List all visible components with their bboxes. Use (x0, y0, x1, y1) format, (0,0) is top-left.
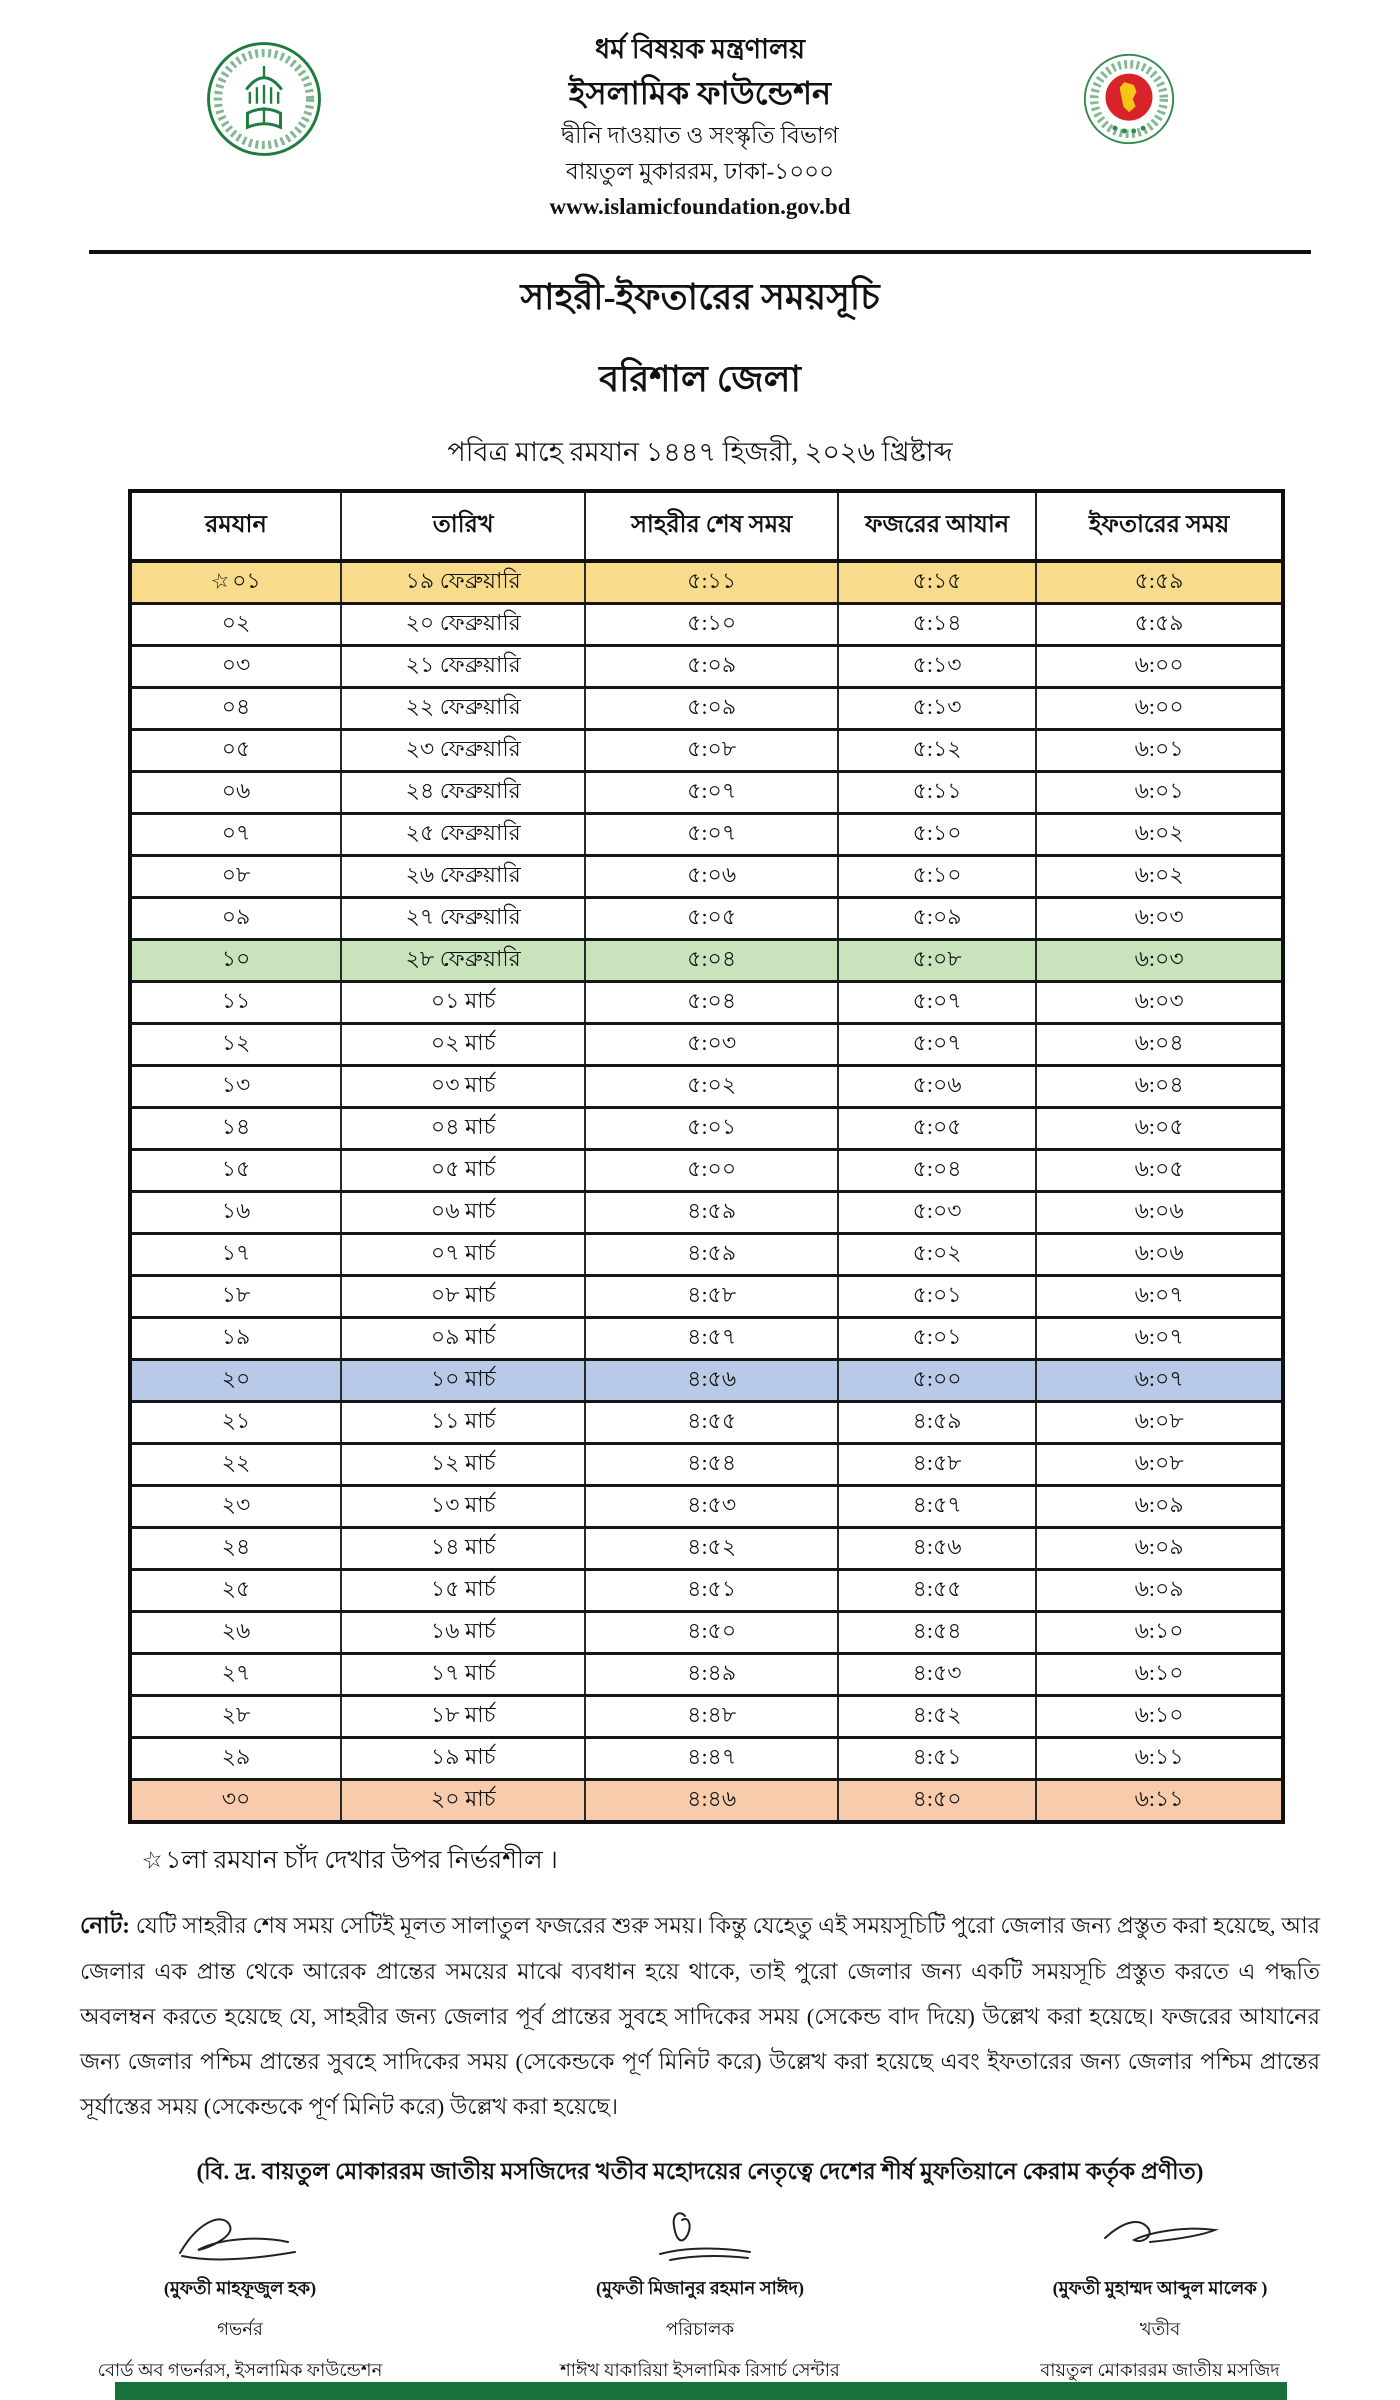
table-row (130, 688, 1283, 730)
cell-serial: ২৮ (130, 1696, 341, 1738)
website-url: www.islamicfoundation.gov.bd (549, 194, 851, 219)
cell-fajr: ৪:৫৫ (838, 1570, 1036, 1612)
table-row (130, 1360, 1283, 1402)
table-row (130, 1444, 1283, 1486)
table-row (130, 1066, 1283, 1108)
cell-date: ২২ ফেব্রুয়ারি (341, 688, 585, 730)
table-row (130, 1150, 1283, 1192)
cell-fajr: ৫:১০ (838, 856, 1036, 898)
cell-iftar: ৬:০১ (1036, 730, 1283, 772)
handwritten-signature-icon (75, 2206, 405, 2268)
cell-date: ০৭ মার্চ (341, 1234, 585, 1276)
cell-sehri: ৪:৫৯ (585, 1234, 838, 1276)
government-seal-icon (1082, 52, 1176, 146)
cell-sehri: ৫:০৪ (585, 940, 838, 982)
cell-iftar: ৬:০২ (1036, 814, 1283, 856)
handwritten-signature-icon (995, 2206, 1325, 2268)
table-row (130, 940, 1283, 982)
cell-serial: ০৭ (130, 814, 341, 856)
signatory-org: শাঈখ যাকারিয়া ইসলামিক রিসার্চ সেন্টার (560, 2360, 840, 2380)
cell-iftar: ৬:০২ (1036, 856, 1283, 898)
cell-serial: ১৫ (130, 1150, 341, 1192)
cell-iftar: ৬:০০ (1036, 646, 1283, 688)
cell-date: ১৮ মার্চ (341, 1696, 585, 1738)
cell-iftar: ৬:১১ (1036, 1780, 1283, 1823)
cell-fajr: ৪:৫৬ (838, 1528, 1036, 1570)
cell-sehri: ৫:০১ (585, 1108, 838, 1150)
cell-serial: ২১ (130, 1402, 341, 1444)
cell-fajr: ৫:০৫ (838, 1108, 1036, 1150)
cell-sehri: ৪:৫৪ (585, 1444, 838, 1486)
signatory-org: বোর্ড অব গভর্নরস, ইসলামিক ফাউন্ডেশন (97, 2360, 383, 2380)
title-block (0, 270, 1400, 477)
signature-block-1 (535, 2206, 865, 2387)
cell-serial: ☆০১ (130, 561, 341, 604)
column-header-3: ফজরের আযান (838, 491, 1036, 561)
cell-iftar: ৬:০৬ (1036, 1234, 1283, 1276)
table-row (130, 604, 1283, 646)
cell-fajr: ৪:৫২ (838, 1696, 1036, 1738)
signatory-name: (মুফতী মুহাম্মদ আব্দুল মালেক ) (1052, 2278, 1268, 2298)
cell-sehri: ৪:৪৭ (585, 1738, 838, 1780)
cell-date: ২৩ ফেব্রুয়ারি (341, 730, 585, 772)
table-row (130, 1486, 1283, 1528)
cell-serial: ১৪ (130, 1108, 341, 1150)
signature-block-2 (995, 2206, 1325, 2387)
table-row (130, 1654, 1283, 1696)
cell-serial: ০৬ (130, 772, 341, 814)
cell-serial: ১২ (130, 1024, 341, 1066)
cell-date: ১০ মার্চ (341, 1360, 585, 1402)
cell-iftar: ৬:০৮ (1036, 1402, 1283, 1444)
table-row (130, 1276, 1283, 1318)
ministry-name: ধর্ম বিষয়ক মন্ত্রণালয় (595, 34, 805, 64)
cell-sehri: ৫:১১ (585, 561, 838, 604)
cell-iftar: ৬:০৫ (1036, 1150, 1283, 1192)
cell-sehri: ৪:৪৯ (585, 1654, 838, 1696)
star-icon: ☆ (139, 1846, 166, 1876)
cell-sehri: ৫:০৩ (585, 1024, 838, 1066)
cell-serial: ০৯ (130, 898, 341, 940)
table-row (130, 1234, 1283, 1276)
cell-date: ২৪ ফেব্রুয়ারি (341, 772, 585, 814)
signatory-org: বায়তুল মোকাররম জাতীয় মসজিদ (1040, 2360, 1280, 2380)
header-divider-rule (89, 250, 1311, 254)
cell-sehri: ৪:৫০ (585, 1612, 838, 1654)
cell-iftar: ৬:০৯ (1036, 1486, 1283, 1528)
cell-serial: ০২ (130, 604, 341, 646)
cell-fajr: ৫:১৩ (838, 646, 1036, 688)
cell-iftar: ৬:০৩ (1036, 982, 1283, 1024)
cell-date: ১৪ মার্চ (341, 1528, 585, 1570)
islamic-foundation-logo-icon (205, 40, 323, 158)
district-title: বরিশাল জেলা (599, 359, 801, 399)
cell-fajr: ৫:০০ (838, 1360, 1036, 1402)
cell-iftar: ৬:০১ (1036, 772, 1283, 814)
cell-fajr: ৫:১৫ (838, 561, 1036, 604)
address-line: বায়তুল মুকাররম, ঢাকা-১০০০ (565, 159, 835, 184)
handwritten-signature-icon (535, 2206, 865, 2268)
cell-date: ০১ মার্চ (341, 982, 585, 1024)
table-row (130, 1108, 1283, 1150)
table-row (130, 772, 1283, 814)
cell-date: ০৮ মার্চ (341, 1276, 585, 1318)
cell-serial: ২৯ (130, 1738, 341, 1780)
signatory-title: খতীব (1139, 2319, 1181, 2339)
cell-serial: ১০ (130, 940, 341, 982)
table-row (130, 898, 1283, 940)
signatory-title: গভর্নর (217, 2319, 263, 2339)
cell-fajr: ৫:০১ (838, 1318, 1036, 1360)
cell-sehri: ৪:৫৩ (585, 1486, 838, 1528)
cell-serial: ২৬ (130, 1612, 341, 1654)
cell-fajr: ৫:১১ (838, 772, 1036, 814)
cell-sehri: ৪:৫৬ (585, 1360, 838, 1402)
cell-fajr: ৫:০৯ (838, 898, 1036, 940)
cell-iftar: ৬:০০ (1036, 688, 1283, 730)
cell-sehri: ৫:০৭ (585, 814, 838, 856)
timetable-body (130, 561, 1283, 1822)
cell-date: ১৫ মার্চ (341, 1570, 585, 1612)
cell-sehri: ৫:০৯ (585, 646, 838, 688)
cell-date: ১৬ মার্চ (341, 1612, 585, 1654)
cell-iftar: ৬:১০ (1036, 1612, 1283, 1654)
cell-fajr: ৫:০৭ (838, 982, 1036, 1024)
cell-sehri: ৫:০৬ (585, 856, 838, 898)
cell-fajr: ৫:০২ (838, 1234, 1036, 1276)
cell-serial: ২৫ (130, 1570, 341, 1612)
cell-fajr: ৫:১২ (838, 730, 1036, 772)
cell-serial: ১৩ (130, 1066, 341, 1108)
cell-date: ২০ মার্চ (341, 1780, 585, 1823)
cell-serial: ০৫ (130, 730, 341, 772)
cell-fajr: ৪:৫৯ (838, 1402, 1036, 1444)
cell-fajr: ৪:৫৮ (838, 1444, 1036, 1486)
cell-fajr: ৪:৫৪ (838, 1612, 1036, 1654)
cell-fajr: ৪:৫০ (838, 1780, 1036, 1823)
cell-serial: ৩০ (130, 1780, 341, 1823)
cell-iftar: ৬:১১ (1036, 1738, 1283, 1780)
column-header-1: তারিখ (341, 491, 585, 561)
table-header-row (130, 491, 1283, 561)
cell-sehri: ৪:৫৯ (585, 1192, 838, 1234)
attribution-line: (বি. দ্র. বায়তুল মোকাররম জাতীয় মসজিদের খতীব মহোদয়ের নেতৃত্বে দেশের শীর্ষ মুফতিয়ানে কেরাম কর্তৃক প্রণীত) (196, 2159, 1204, 2184)
cell-fajr: ৫:০৭ (838, 1024, 1036, 1066)
cell-serial: ০৪ (130, 688, 341, 730)
cell-serial: ০৩ (130, 646, 341, 688)
cell-fajr: ৫:০৩ (838, 1192, 1036, 1234)
signature-row (0, 2206, 1400, 2387)
page-title: সাহরী-ইফতারের সময়সূচি (520, 277, 880, 317)
cell-iftar: ৬:০৯ (1036, 1528, 1283, 1570)
cell-fajr: ৪:৫৭ (838, 1486, 1036, 1528)
column-header-4: ইফতারের সময় (1036, 491, 1283, 561)
cell-date: ১২ মার্চ (341, 1444, 585, 1486)
cell-sehri: ৫:১০ (585, 604, 838, 646)
cell-fajr: ৫:০১ (838, 1276, 1036, 1318)
cell-sehri: ৪:৫১ (585, 1570, 838, 1612)
cell-date: ১৭ মার্চ (341, 1654, 585, 1696)
cell-fajr: ৪:৫৩ (838, 1654, 1036, 1696)
table-row (130, 814, 1283, 856)
cell-date: ০৫ মার্চ (341, 1150, 585, 1192)
cell-fajr: ৫:১৩ (838, 688, 1036, 730)
table-row (130, 1528, 1283, 1570)
cell-iftar: ৬:০৪ (1036, 1066, 1283, 1108)
signatory-name: (মুফতী মিজানুর রহমান সাঈদ) (595, 2278, 805, 2298)
method-note (80, 1903, 1320, 2129)
cell-date: ১৯ মার্চ (341, 1738, 585, 1780)
cell-sehri: ৪:৪৬ (585, 1780, 838, 1823)
cell-sehri: ৫:০২ (585, 1066, 838, 1108)
table-row (130, 1738, 1283, 1780)
table-row (130, 1318, 1283, 1360)
cell-iftar: ৬:০৫ (1036, 1108, 1283, 1150)
cell-iftar: ৫:৫৯ (1036, 604, 1283, 646)
sehri-iftar-table (128, 489, 1285, 1824)
cell-iftar: ৫:৫৯ (1036, 561, 1283, 604)
cell-date: ২৮ ফেব্রুয়ারি (341, 940, 585, 982)
table-row (130, 1024, 1283, 1066)
cell-date: ০৩ মার্চ (341, 1066, 585, 1108)
cell-iftar: ৬:০৯ (1036, 1570, 1283, 1612)
cell-iftar: ৬:০৩ (1036, 940, 1283, 982)
cell-iftar: ৬:০৪ (1036, 1024, 1283, 1066)
subtitle-ramadan-year: পবিত্র মাহে রমযান ১৪৪৭ হিজরী, ২০২৬ খ্রিষ্টাব্দ (447, 437, 953, 467)
cell-iftar: ৬:০৭ (1036, 1276, 1283, 1318)
cell-iftar: ৬:০৩ (1036, 898, 1283, 940)
cell-fajr: ৫:০৮ (838, 940, 1036, 982)
cell-serial: ২৩ (130, 1486, 341, 1528)
table-row (130, 646, 1283, 688)
cell-iftar: ৬:০৭ (1036, 1318, 1283, 1360)
column-header-0: রমযান (130, 491, 341, 561)
cell-date: ২১ ফেব্রুয়ারি (341, 646, 585, 688)
cell-iftar: ৬:০৮ (1036, 1444, 1283, 1486)
cell-serial: ২৪ (130, 1528, 341, 1570)
cell-sehri: ৫:০৪ (585, 982, 838, 1024)
footnote-text: ১লা রমযান চাঁদ দেখার উপর নির্ভরশীল । (165, 1847, 558, 1874)
cell-date: ০৯ মার্চ (341, 1318, 585, 1360)
cell-fajr: ৪:৫১ (838, 1738, 1036, 1780)
cell-fajr: ৫:০৬ (838, 1066, 1036, 1108)
note-label: নোট: (80, 1913, 130, 1938)
table-row (130, 1192, 1283, 1234)
signatory-name: (মুফতী মাহফূজুল হক) (163, 2278, 317, 2298)
table-row (130, 1780, 1283, 1823)
document-header (0, 0, 1400, 240)
organization-name: ইসলামিক ফাউন্ডেশন (568, 75, 832, 111)
cell-date: ২৭ ফেব্রুয়ারি (341, 898, 585, 940)
cell-sehri: ৫:০৭ (585, 772, 838, 814)
table-row (130, 1696, 1283, 1738)
cell-date: ২৫ ফেব্রুয়ারি (341, 814, 585, 856)
cell-fajr: ৫:০৪ (838, 1150, 1036, 1192)
cell-date: ০২ মার্চ (341, 1024, 585, 1066)
star-icon: ☆ (208, 567, 233, 595)
cell-sehri: ৪:৪৮ (585, 1696, 838, 1738)
cell-sehri: ৪:৫৭ (585, 1318, 838, 1360)
cell-date: ১১ মার্চ (341, 1402, 585, 1444)
cell-date: ২০ ফেব্রুয়ারি (341, 604, 585, 646)
cell-serial: ১৭ (130, 1234, 341, 1276)
cell-sehri: ৫:০০ (585, 1150, 838, 1192)
cell-sehri: ৪:৫৫ (585, 1402, 838, 1444)
bottom-green-bar (115, 2382, 1287, 2400)
cell-sehri: ৫:০৫ (585, 898, 838, 940)
cell-serial: ২৭ (130, 1654, 341, 1696)
cell-date: ০৬ মার্চ (341, 1192, 585, 1234)
cell-date: ১৩ মার্চ (341, 1486, 585, 1528)
cell-sehri: ৫:০৯ (585, 688, 838, 730)
cell-date: ২৬ ফেব্রুয়ারি (341, 856, 585, 898)
cell-serial: ২০ (130, 1360, 341, 1402)
division-name: দ্বীনি দাওয়াত ও সংস্কৃতি বিভাগ (561, 123, 839, 148)
cell-sehri: ৪:৫৮ (585, 1276, 838, 1318)
moon-sighting-footnote (139, 1840, 1400, 1883)
cell-sehri: ৪:৫২ (585, 1528, 838, 1570)
cell-sehri: ৫:০৮ (585, 730, 838, 772)
cell-fajr: ৫:১০ (838, 814, 1036, 856)
cell-serial: ২২ (130, 1444, 341, 1486)
cell-iftar: ৬:১০ (1036, 1654, 1283, 1696)
signature-block-0 (75, 2206, 405, 2387)
table-row (130, 856, 1283, 898)
cell-iftar: ৬:১০ (1036, 1696, 1283, 1738)
table-row (130, 1612, 1283, 1654)
cell-serial: ১৯ (130, 1318, 341, 1360)
table-row (130, 982, 1283, 1024)
cell-serial: ০৮ (130, 856, 341, 898)
cell-iftar: ৬:০৬ (1036, 1192, 1283, 1234)
column-header-2: সাহরীর শেষ সময় (585, 491, 838, 561)
cell-serial: ১১ (130, 982, 341, 1024)
signatory-title: পরিচালক (665, 2319, 735, 2339)
cell-date: ০৪ মার্চ (341, 1108, 585, 1150)
table-row (130, 1570, 1283, 1612)
cell-serial: ১৬ (130, 1192, 341, 1234)
table-row (130, 730, 1283, 772)
table-row (130, 561, 1283, 604)
table-row (130, 1402, 1283, 1444)
note-text: যেটি সাহরীর শেষ সময় সেটিই মূলত সালাতুল ফজরের শুরু সময়। কিন্তু যেহেতু এই সময়সূচিটি পুরো জেলার জন্য প্রস্তুত করা হয়েছে, আর জেলার এক প্রান্ত থেকে আরেক প্রান্তের সময়ের মাঝে ব্যবধান হয়ে থাকে, তাই পুরো জেলার জন্য একটি সময়সূচি প্রস্তুত করতে এ পদ্ধতি অবলম্বন করতে হয়েছে যে, সাহরীর জন্য জেলার পূর্ব প্রান্তের সুবহে সাদিকের সময় (সেকেন্ড বাদ দিয়ে) উল্লেখ করা হয়েছে। ফজরের আযানের জন্য জেলার পশ্চিম প্রান্তের সুবহে সাদিকের সময় (সেকেন্ডকে পূর্ণ মিনিট করে) উল্লেখ করা হয়েছে এবং ইফতারের জন্য জেলার পশ্চিম প্রান্তের সূর্যাস্তের সময় (সেকেন্ডকে পূর্ণ মিনিট করে) উল্লেখ করা হয়েছে। (80, 1913, 1320, 2119)
cell-date: ১৯ ফেব্রুয়ারি (341, 561, 585, 604)
cell-fajr: ৫:১৪ (838, 604, 1036, 646)
cell-iftar: ৬:০৭ (1036, 1360, 1283, 1402)
cell-serial: ১৮ (130, 1276, 341, 1318)
